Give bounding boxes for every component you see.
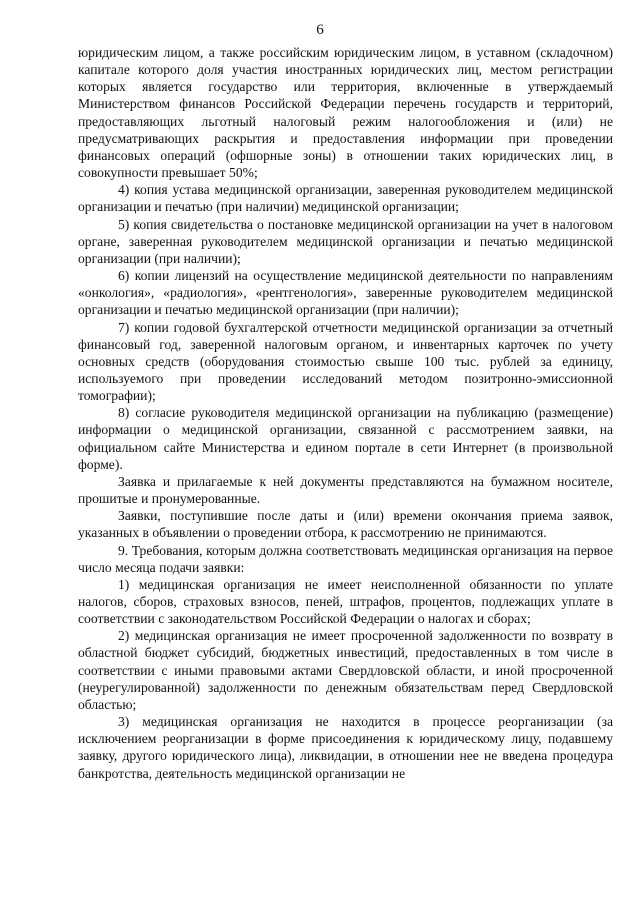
paragraph-late-applications: Заявки, поступившие после даты и (или) времени окончания приема заявок, указанных в объявлении о проведении отбора, к рассмотрению не принимаются. — [78, 508, 613, 541]
paragraph-req-1: 1) медицинская организация не имеет неисполненной обязанности по уплате налогов, сборов, страховых взносов, пеней, штрафов, процентов, подлежащих уплате в соответствии с законодательством Российской Федерации о налогах и сборах; — [78, 576, 613, 627]
paragraph-section-9: 9. Требования, которым должна соответствовать медицинская организация на первое число месяца подачи заявки: — [78, 542, 613, 575]
paragraph-continuation: юридическим лицом, а также российским юридическим лицом, в уставном (складочном) капитале которого доля участия иностранных юридических лиц, местом регистрации которых является государство или территория, включенные в утверждаемый Министерством финансов Российской Федерации перечень государств и территорий, предоставляющих льготный налоговый режим налогообложения и (или) не предусматривающих раскрытия и предоставления информации при проведении финансовых операций (офшорные зоны) в отношении таких юридических лиц, в совокупности превышает 50%; — [78, 45, 613, 181]
paragraph-req-3: 3) медицинская организация не находится в процессе реорганизации (за исключением реорганизации в форме присоединения к юридическому лицу, подавшему заявку, другого юридического лица), ликвидации, в отношении нее не введена процедура банкротства, деятельность медицинской организации не — [78, 714, 613, 781]
paragraph-item-7: 7) копии годовой бухгалтерской отчетности медицинской организации за отчетный финансовый год, заверенной налоговым органом, и инвентарных карточек по учету основных средств (оборудования стоимостью свыше 100 тыс. рублей за единицу, используемого при проведении исследований методом позитронно-эмиссионной томографии); — [78, 319, 613, 404]
paragraph-item-5: 5) копия свидетельства о постановке медицинской организации на учет в налоговом органе, заверенная руководителем медицинской организации и печатью медицинской организации (при наличии); — [78, 216, 613, 266]
paragraph-item-4: 4) копия устава медицинской организации, заверенная руководителем медицинской организации и печатью (при наличии) медицинской организации; — [78, 182, 613, 215]
paragraph-req-2: 2) медицинская организация не имеет просроченной задолженности по возврату в областной бюджет субсидий, бюджетных инвестиций, предоставленных в том числе в соответствии с иными правовыми актами Свердловской области, и иной просроченной (неурегулированной) задолженности по денежным обязательствам перед Свердловской областью; — [78, 628, 613, 712]
paragraph-item-6: 6) копии лицензий на осуществление медицинской деятельности по направлениям «онкология», «радиология», «рентгенология», заверенные руководителем медицинской организации и печатью медицинской организации (при наличии); — [78, 268, 613, 318]
paragraph-item-8: 8) согласие руководителя медицинской организации на публикацию (размещение) информации о медицинской организации, связанной с рассмотрением заявки, на официальном сайте Министерства и едином портале в сети Интернет (в произвольной форме). — [78, 405, 613, 472]
page-number: 6 — [316, 22, 324, 38]
document-body — [78, 44, 613, 782]
paragraph-paper-format: Заявка и прилагаемые к ней документы представляются на бумажном носителе, прошитые и пронумерованные. — [78, 473, 613, 507]
